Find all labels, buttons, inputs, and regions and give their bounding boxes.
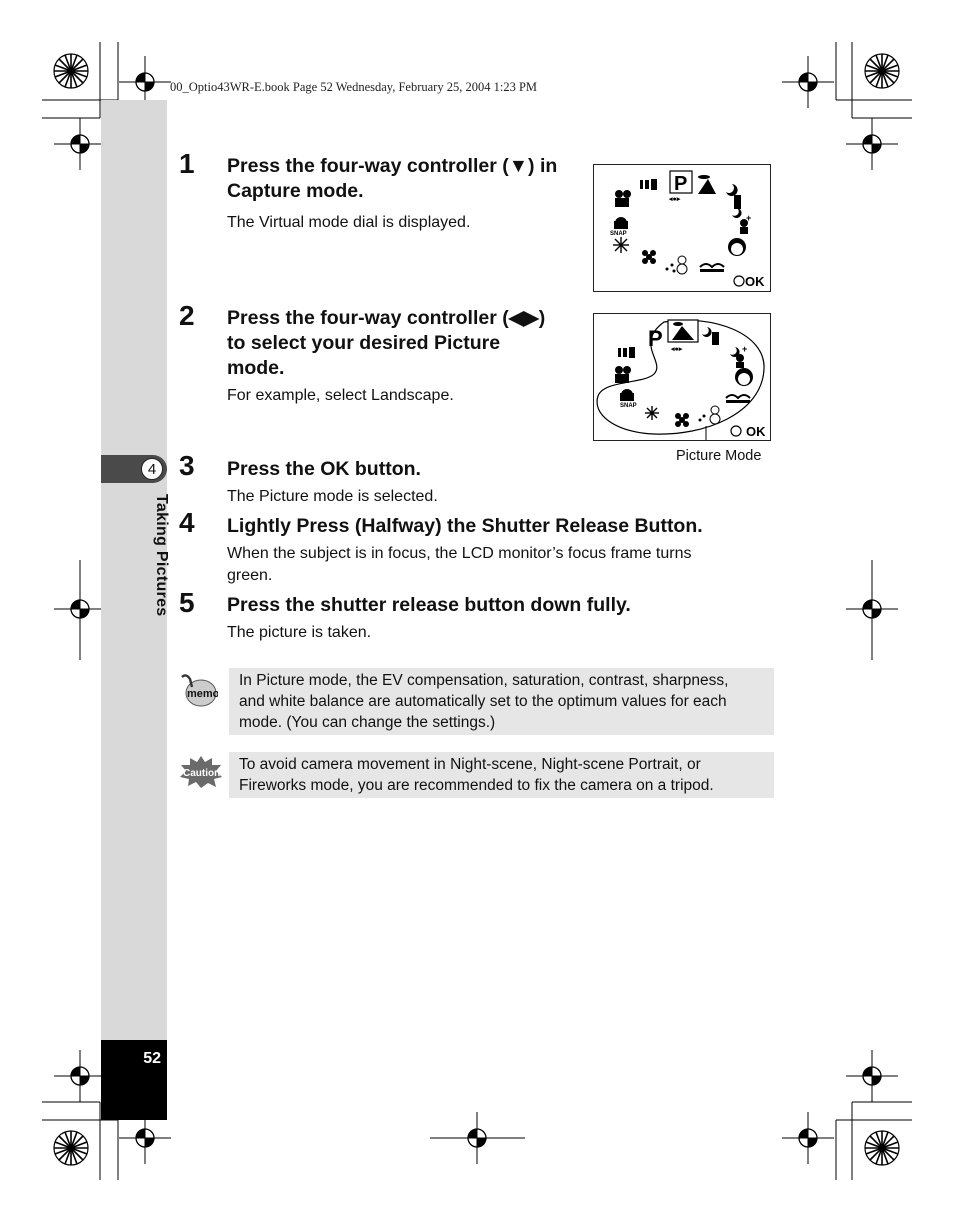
page-number: 52	[143, 1050, 161, 1067]
caution-icon-label: Caution	[183, 768, 221, 779]
step-number: 1	[179, 148, 195, 179]
chapter-title: Taking Pictures	[153, 494, 170, 617]
step-title: Press the shutter release button down fully.	[227, 594, 631, 616]
step-number: 5	[179, 587, 195, 618]
caution-note: To avoid camera movement in Night-scene, Night-scene Portrait, or Fireworks mode, you are recommended to fix the camera on a tripod.	[229, 752, 774, 798]
step-title: Press the four-way controller (▼) in Capture mode.	[227, 155, 558, 202]
step-description: For example, select Landscape.	[227, 387, 454, 404]
step-title: Press the OK button.	[227, 458, 421, 480]
step-description: The picture is taken.	[227, 624, 372, 641]
ok-label: OK	[745, 274, 765, 289]
step-title: Press the four-way controller (◀▶) to select your desired Picture mode.	[227, 307, 546, 379]
svg-text:+: +	[742, 344, 748, 354]
snap-label: SNAP	[620, 403, 637, 409]
step-title: Lightly Press (Halfway) the Shutter Release Button.	[227, 515, 703, 537]
svg-text:+: +	[746, 213, 752, 223]
step-number: 4	[179, 507, 195, 538]
page-header: 00_Optio43WR-E.book Page 52 Wednesday, February 25, 2004 1:23 PM	[170, 80, 538, 94]
step-number: 3	[179, 450, 195, 481]
snap-label: SNAP	[610, 231, 627, 237]
step-description: The Picture mode is selected.	[227, 488, 438, 505]
mode-arrows: ◂●▸	[671, 346, 683, 353]
memo-icon-label: memo	[187, 688, 218, 700]
step-description: The Virtual mode dial is displayed.	[227, 214, 471, 231]
program-mode-letter: P	[648, 326, 663, 351]
ok-label: OK	[746, 424, 766, 439]
step-description: When the subject is in focus, the LCD monitor’s focus frame turns green.	[227, 545, 692, 584]
picture-mode-figure	[593, 313, 771, 441]
memo-note: In Picture mode, the EV compensation, saturation, contrast, sharpness, and white balance are automatically set to the optimum values for each mode. (You can change the settings.)	[229, 668, 774, 735]
program-mode-letter: P	[674, 173, 688, 195]
memo-icon	[180, 673, 218, 714]
step-number: 2	[179, 300, 195, 331]
mode-arrows: ◂●▸	[669, 196, 681, 203]
chapter-number: 4	[141, 458, 163, 480]
mode-dial-figure	[593, 164, 771, 292]
figure-caption: Picture Mode	[676, 448, 762, 464]
caution-icon	[179, 755, 223, 794]
